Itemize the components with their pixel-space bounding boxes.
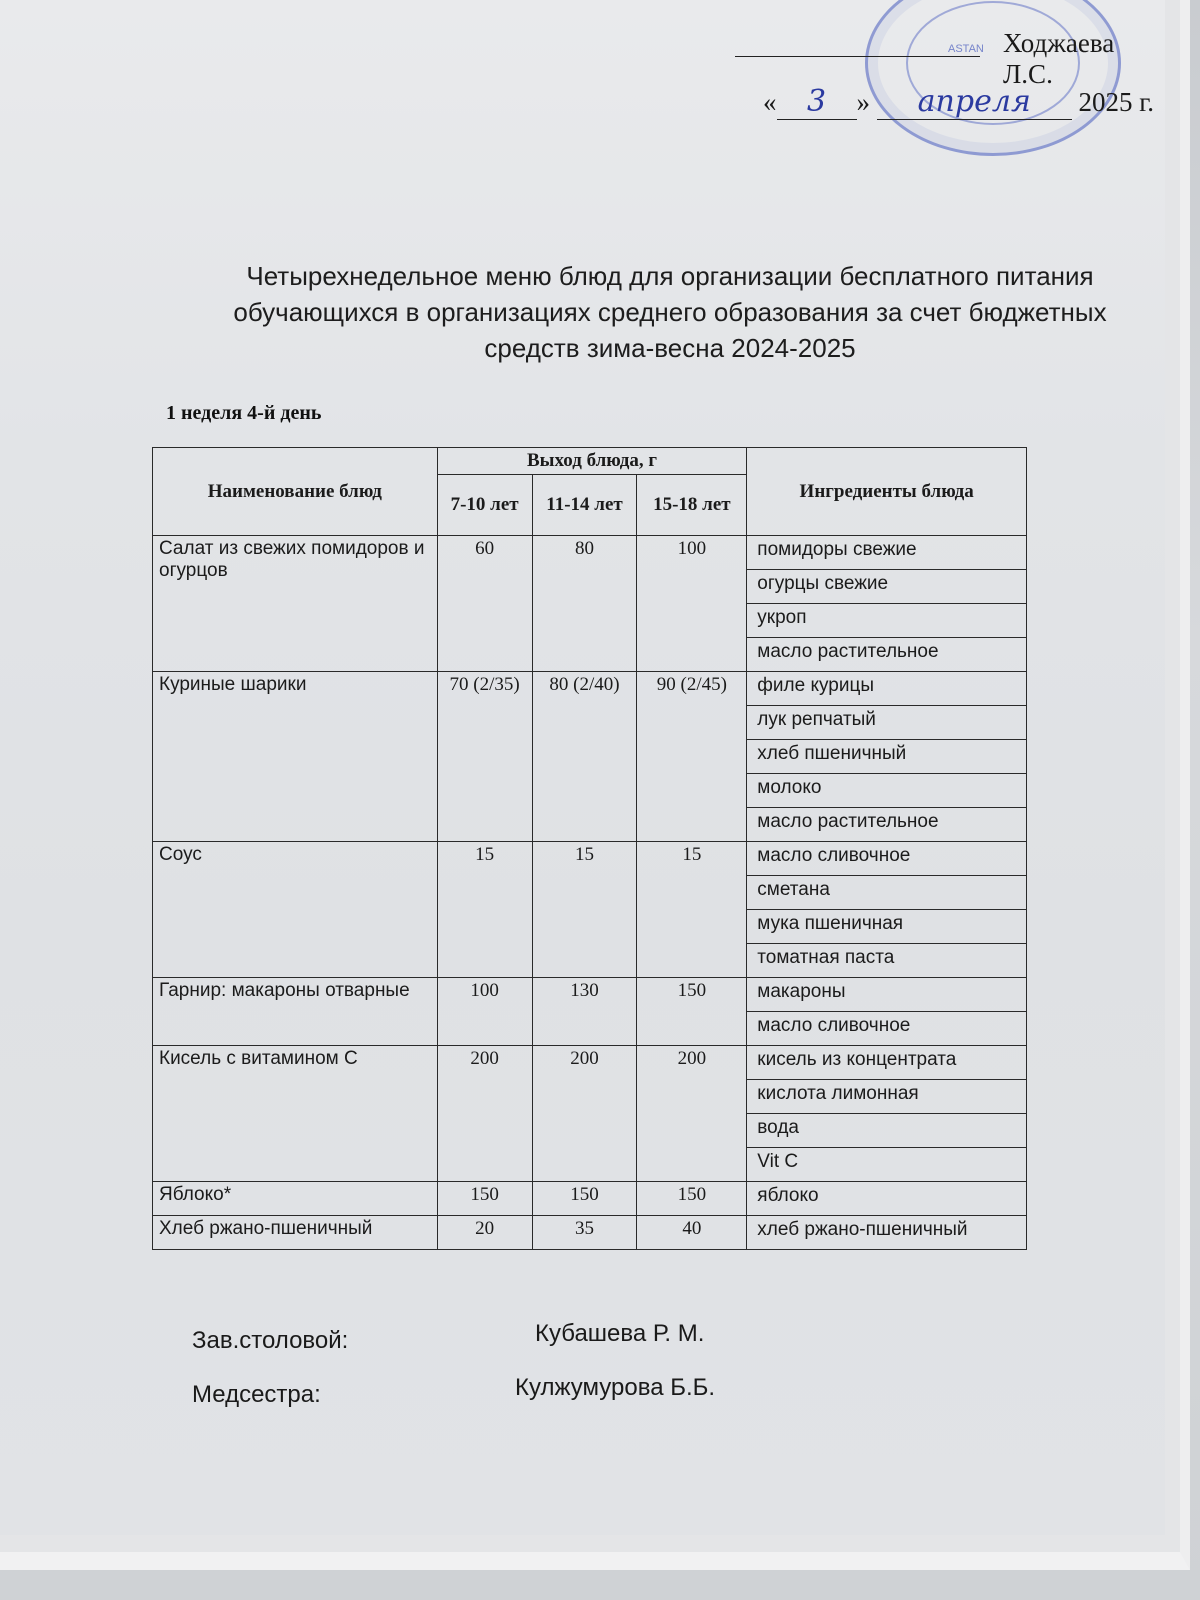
week-day-label: 1 неделя 4-й день	[166, 402, 322, 424]
ingredient: огурцы свежие	[747, 570, 1027, 604]
ingredient: масло растительное	[747, 638, 1027, 672]
table-row	[153, 1182, 1027, 1216]
ingredient: помидоры свежие	[747, 536, 1027, 570]
signature-line	[735, 56, 980, 57]
dish-name: Салат из свежих помидоров и огурцов	[153, 536, 438, 672]
output-11-14: 150	[532, 1182, 637, 1216]
output-15-18: 150	[637, 1182, 747, 1216]
ingredient: мука пшеничная	[747, 910, 1027, 944]
output-7-10: 15	[437, 842, 532, 978]
ingredient: лук репчатый	[747, 706, 1027, 740]
ingredient: филе курицы	[747, 672, 1027, 706]
ingredient: кисель из концентрата	[747, 1046, 1027, 1080]
dish-name: Яблоко*	[153, 1182, 438, 1216]
ingredient: хлеб пшеничный	[747, 740, 1027, 774]
stamp-text: ASTAN	[948, 43, 984, 55]
output-15-18: 15	[637, 842, 747, 978]
header-dish: Наименование блюд	[153, 448, 438, 536]
ingredient: яблоко	[747, 1182, 1027, 1216]
approver-name: Ходжаева Л.С.	[1003, 28, 1115, 89]
date-day-field	[777, 84, 857, 120]
output-7-10: 60	[437, 536, 532, 672]
role-nurse: Медсестра:	[192, 1381, 321, 1408]
ingredient: масло сливочное	[747, 1012, 1027, 1046]
table-row	[153, 1046, 1027, 1080]
ingredient: масло сливочное	[747, 842, 1027, 876]
output-7-10: 200	[437, 1046, 532, 1182]
dish-name: Гарнир: макароны отварные	[153, 978, 438, 1046]
ingredient: молоко	[747, 774, 1027, 808]
output-15-18: 200	[637, 1046, 747, 1182]
document-title	[180, 258, 1160, 366]
header-age-7-10: 7-10 лет	[437, 475, 532, 536]
output-11-14: 200	[532, 1046, 637, 1182]
table-row	[153, 536, 1027, 570]
output-11-14: 15	[532, 842, 637, 978]
ingredient: Vit C	[747, 1148, 1027, 1182]
ingredient: сметана	[747, 876, 1027, 910]
table-row	[153, 978, 1027, 1012]
header-ingredients: Ингредиенты блюда	[747, 448, 1027, 536]
ingredient: укроп	[747, 604, 1027, 638]
output-15-18: 150	[637, 978, 747, 1046]
header-age-11-14: 11-14 лет	[532, 475, 637, 536]
header-output: Выход блюда, г	[437, 448, 747, 475]
date-close-quote: »	[856, 87, 870, 117]
output-15-18: 40	[637, 1216, 747, 1250]
date-open-quote: «	[763, 87, 777, 117]
dish-name: Хлеб ржано-пшеничный	[153, 1216, 438, 1250]
dish-name: Соус	[153, 842, 438, 978]
menu-table	[152, 447, 1027, 1250]
header-age-15-18: 15-18 лет	[637, 475, 747, 536]
table-row	[153, 672, 1027, 706]
name-canteen-head: Кубашева Р. М.	[535, 1320, 705, 1347]
approval-date	[763, 84, 1154, 120]
role-canteen-head: Зав.столовой:	[192, 1327, 349, 1354]
output-11-14: 80	[532, 536, 637, 672]
ingredient: томатная паста	[747, 944, 1027, 978]
output-11-14: 35	[532, 1216, 637, 1250]
ingredient: кислота лимонная	[747, 1080, 1027, 1114]
ingredient: макароны	[747, 978, 1027, 1012]
date-day: 3	[806, 84, 827, 119]
dish-name: Куриные шарики	[153, 672, 438, 842]
ingredient: хлеб ржано-пшеничный	[747, 1216, 1027, 1250]
output-15-18: 100	[637, 536, 747, 672]
output-7-10: 150	[437, 1182, 532, 1216]
date-month: апреля	[917, 84, 1031, 119]
table-row	[153, 842, 1027, 876]
date-year: 2025 г.	[1078, 87, 1155, 117]
title-line-2: обучающихся в организациях среднего образования за счет бюджетных	[233, 297, 1107, 327]
ingredient: вода	[747, 1114, 1027, 1148]
output-11-14: 80 (2/40)	[532, 672, 637, 842]
output-7-10: 70 (2/35)	[437, 672, 532, 842]
output-11-14: 130	[532, 978, 637, 1046]
output-7-10: 100	[437, 978, 532, 1046]
title-line-3: средств зима-весна 2024-2025	[484, 333, 856, 363]
table-row	[153, 1216, 1027, 1250]
title-line-1: Четырехнедельное меню блюд для организации бесплатного питания	[246, 261, 1094, 291]
name-nurse: Кулжумурова Б.Б.	[515, 1374, 716, 1401]
output-15-18: 90 (2/45)	[637, 672, 747, 842]
output-7-10: 20	[437, 1216, 532, 1250]
dish-name: Кисель с витамином С	[153, 1046, 438, 1182]
date-month-field	[877, 84, 1072, 120]
ingredient: масло растительное	[747, 808, 1027, 842]
